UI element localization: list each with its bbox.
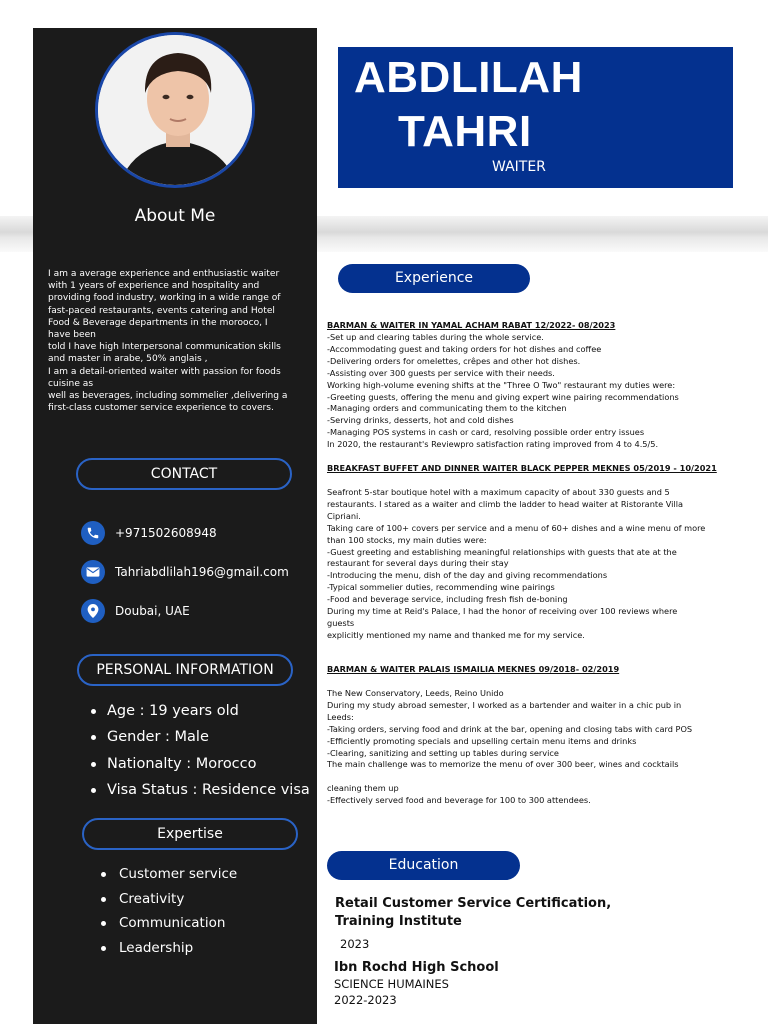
job-heading: BARMAN & WAITER PALAIS ISMAILIA MEKNES 09/2018- 02/2019	[327, 664, 620, 674]
experience-heading: Experience	[338, 264, 530, 293]
job-description: The New Conservatory, Leeds, Reino Unido During my study abroad semester, I worked as a bartender and waiter in a chic pub in Leeds: -Taking orders, serving food and drink at the bar, opening and closing tabs with card POS -Efficiently promoting specials and upselling certain menu items and drinks -Clearing, sanitizing and setting up tables during service The main challenge was to memorize the menu of over 300 beer, wines and cocktails cleaning them up -Effectively served food and beverage for 100 to 300 attendees.	[327, 688, 693, 806]
list-item: Customer service	[101, 862, 237, 887]
personal-info-heading: PERSONAL INFORMATION	[77, 654, 293, 686]
list-item: Communication	[101, 911, 237, 936]
name-header	[338, 47, 733, 188]
job-heading: BREAKFAST BUFFET AND DINNER WAITER BLACK PEPPER MEKNES 05/2019 - 10/2021	[327, 463, 717, 473]
location-pin-icon	[81, 599, 105, 623]
list-item: Age : 19 years old	[91, 698, 310, 724]
certification-title-line1: Retail Customer Service Certification,	[335, 896, 612, 911]
phone-icon	[81, 521, 105, 545]
email-row	[81, 560, 289, 584]
certification-title-line2: Training Institute	[335, 914, 462, 929]
about-me-heading: About Me	[134, 206, 216, 226]
job-description: -Set up and clearing tables during the whole service. -Accommodating guest and taking orders for hot dishes and coffee -Delivering orders for omelettes, crêpes and other hot dishes. -Assisting over 300 guests per service with their needs. Working high-volume evening shifts at the "Three O Two" restaurant my duties were: -Greeting guests, offering the menu and giving expert wine pairing recommendations -Managing orders and communicating them to the kitchen -Serving drinks, desserts, hot and cold dishes -Managing POS systems in cash or card, resolving possible order entry issues In 2020, the restaurant's Reviewpro satisfaction rating improved from 4 to 4.5/5.	[327, 332, 679, 450]
list-item: Leadership	[101, 936, 237, 961]
location-row	[81, 599, 190, 623]
mail-icon	[81, 560, 105, 584]
list-item: Creativity	[101, 887, 237, 912]
expertise-heading: Expertise	[82, 818, 298, 850]
expertise-list	[101, 862, 237, 961]
sidebar	[33, 28, 317, 1024]
email-address: Tahriabdlilah196@gmail.com	[115, 565, 289, 579]
certification-year: 2023	[340, 937, 370, 951]
list-item: Nationalty : Morocco	[91, 751, 310, 777]
job-description: Seafront 5-star boutique hotel with a maximum capacity of about 330 guests and 5 restaurants. I stared as a waiter and climb the ladder to head waiter at Ristorante Villa Cipriani. Taking care of 100+ covers per service and a menu of 60+ dishes and a wine menu of more than 100 stocks, my main duties were: -Guest greeting and establishing meaningful relationships with guests that ate at the restaurant for several days during their stay -Introducing the menu, dish of the day and giving recommendations -Typical sommelier duties, recommending wine pairings -Food and beverage service, including fresh fish de-boning During my time at Reid's Palace, I had the honor of receiving over 100 reviews where guests explicitly mentioned my name and thanked me for my service.	[327, 487, 706, 640]
job-title: WAITER	[492, 159, 546, 175]
school-field: SCIENCE HUMAINES	[334, 977, 449, 991]
phone-row	[81, 521, 217, 545]
profile-photo	[95, 32, 255, 188]
school-years: 2022-2023	[334, 993, 397, 1007]
phone-number: +971502608948	[115, 526, 217, 540]
personal-info-list	[91, 698, 310, 803]
list-item: Gender : Male	[91, 724, 310, 750]
last-name: TAHRI	[398, 107, 532, 156]
education-heading: Education	[327, 851, 520, 880]
list-item: Visa Status : Residence visa	[91, 777, 310, 803]
first-name: ABDLILAH	[354, 53, 583, 102]
location-text: Doubai, UAE	[115, 604, 190, 618]
about-me-text: I am a average experience and enthusiastic waiter with 1 years of experience and hospitality and providing food industry, working in a wide range of fast-paced restaurants, events catering and Hotel Food & Beverage departments in the morooco, I have been told I have high Interpersonal communication skills and master in arabe, 50% anglais , I am a detail-oriented waiter with passion for foods cuisine as well as beverages, including sommelier ,delivering a first-class customer service experience to covers.	[48, 269, 288, 414]
job-heading: BARMAN & WAITER IN YAMAL ACHAM RABAT 12/2022- 08/2023	[327, 320, 616, 330]
contact-heading: CONTACT	[76, 458, 292, 490]
school-name: Ibn Rochd High School	[334, 960, 499, 975]
